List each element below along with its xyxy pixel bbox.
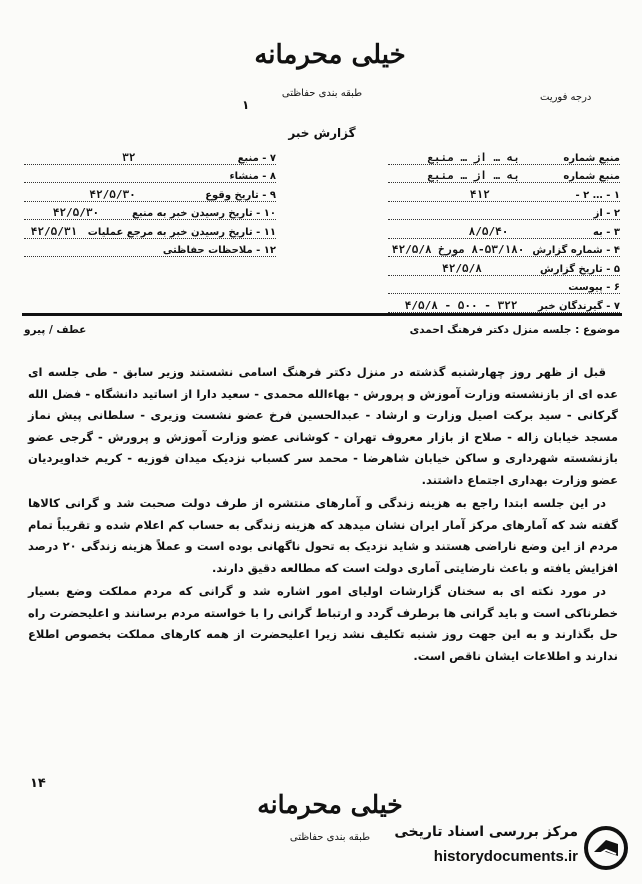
classification-label: طبقه بندی حفاظتی <box>281 88 363 99</box>
form-fields-left <box>24 148 276 259</box>
page-number: ۱ <box>242 98 250 112</box>
top-secret-stamp: خیلی محرمانه <box>254 40 406 70</box>
form-field: ۱ - … ۲ - ۴۱۲ <box>388 185 620 202</box>
form-field: ۱۱ - تاریخ رسیدن خبر به مرجع عملیات ۴۲/۵/۳۱ <box>24 222 276 239</box>
form-fields-right <box>388 148 620 315</box>
watermark-text-en: historydocuments.ir <box>433 848 578 865</box>
subject-label: موضوع : جلسه منزل دکتر فرهنگ احمدی <box>409 324 620 336</box>
priority-label: درجه فوریت <box>540 92 592 103</box>
form-field: ۸ - منشاء <box>24 167 276 184</box>
form-field: ۷ - منبع ۳۲ <box>24 148 276 165</box>
form-field: ۶ - پیوست <box>388 278 620 295</box>
handwritten-number: ۱۴ <box>30 776 46 791</box>
body-paragraph: در مورد نکته ای به سخنان گزارشات اولیای امور اشاره شد و گرانی که مردم مملکت وضع بسیار خطرناکی است و باید گرانی ها برطرف گردد و ارتباط گرانی را با خواسته مردم برسانند و اعلیحضرت راه حل بگذارند و به این جهت روز شنبه تکلیف نشد زیرا اعلیحضرت از همه کارهای مملکت بخصوص اطلاع ندارند و اطلاعات ایشان ناقص است. <box>28 584 618 663</box>
top-secret-stamp-bottom: خیلی محرمانه <box>257 790 403 819</box>
form-field: منبع شماره به … از … منبع <box>388 167 620 184</box>
watermark <box>360 820 630 878</box>
watermark-text-fa: مرکز بررسی اسناد تاریخی <box>394 824 578 840</box>
book-icon <box>584 826 628 870</box>
form-field: ۷ - گیرندگان خبر ۳۲۲ - ۵۰۰ - ۴/۵/۸ <box>388 296 620 313</box>
body-paragraph: در این جلسه ابتدا راجع به هزینه زندگی و آمارهای منتشره از طرف دولت صحبت شد و گرانی کالاها گفته شد که آمارهای مرکز آمار ایران نشان میدهد که هزینه زندگی به حساب کم اعلام شده و تقریباً تمام مردم از این وضع ناراضی هستند و شاید نزدیک به تحول ناگهانی بوده است و عملاً هزینه زندگی ۲۰ درصد افزایش یافته و باعث نارضایتی آماری دولت است که مطالعه دقیق دارند. <box>28 496 618 575</box>
classification-label-bottom: طبقه بندی حفاظتی <box>289 832 371 843</box>
reference-label: عطف / پیرو <box>24 324 87 336</box>
form-field: ۴ - شماره گزارش ۸-۵۳/۱۸۰ مورخ ۴۲/۵/۸ <box>388 241 620 258</box>
body-paragraph: قبل از ظهر روز چهارشنبه گذشته در منزل دکتر فرهنگ اسامی نشستند وزیر سابق - طی جلسه ای عده ای از بازنشسته وزارت آموزش و پرورش - بهاءالله محمدی - سعید دارا از اساتید دانشگاه - فضل الله گرکانی - سید برکت اصیل وزارت و ارشاد - عبدالحسین فرخ عضو نشست وزیری - سلطانی پیش نماز مسجد خیابان زاله - صلاح از بازار معروف تهران - کوشانی عضو وزارت آموزش و پرورش - گرجی عضو بازنشسته شهرداری و ساکن خیابان شاهرضا - محمد سر کسباب نزدیک میدان فوزیه - کریم خداویردیان عضو وزارت بهداری اجتماع داشتند. <box>28 365 618 487</box>
form-field: ۹ - تاریخ وقوع ۴۲/۵/۳۰ <box>24 185 276 202</box>
section-divider <box>22 313 622 316</box>
report-body <box>28 362 618 669</box>
form-field: ۱۰ - تاریخ رسیدن خبر به منبع ۴۲/۵/۳۰ <box>24 204 276 221</box>
report-title: گزارش خبر <box>288 126 356 140</box>
form-field: ۳ - به ۸/۵/۴۰ <box>388 222 620 239</box>
form-field: ۱۲ - ملاحظات حفاظتی <box>24 241 276 258</box>
subject-row <box>24 324 620 336</box>
form-field: منبع شماره به … از … منبع <box>388 148 620 165</box>
form-field: ۲ - از <box>388 204 620 221</box>
form-field: ۵ - تاریخ گزارش ۴۲/۵/۸ <box>388 259 620 276</box>
